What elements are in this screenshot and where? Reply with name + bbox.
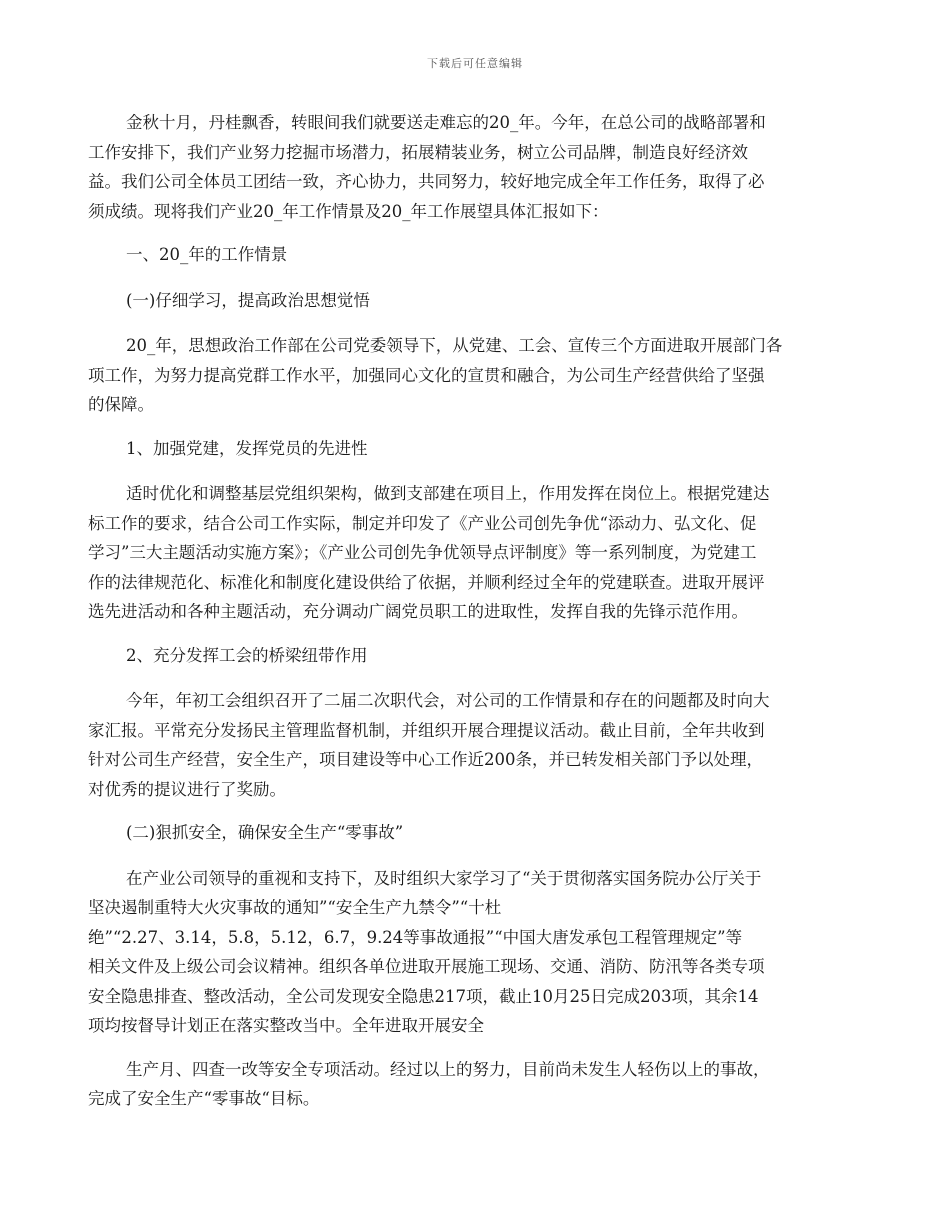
text-line: 工作安排下，我们产业努力挖掘市场潜力，拓展精装业务，树立公司品牌，制造良好经济效	[88, 142, 748, 162]
text-line: 金秋十月，丹桂飘香，转眼间我们就要送走难忘的20_年。今年，在总公司的战略部署和	[126, 113, 766, 132]
text-line: 2、充分发挥工会的桥梁纽带作用	[126, 645, 368, 665]
text-line: 完成了安全生产“零事故“目标。	[88, 1089, 320, 1108]
text-line: 家汇报。平常充分发扬民主管理监督机制，并组织开展合理提议活动。截止目前，全年共收到	[88, 720, 765, 740]
text-line: 益。我们公司全体员工团结一致，齐心协力，共同努力，较好地完成全年工作任务，取得了必	[88, 172, 765, 191]
text-line: 项均按督导计划正在落实整改当中。全年进取开展安全	[88, 1016, 484, 1035]
text-line: 对优秀的提议进行了奖励。	[88, 779, 286, 799]
body-paragraph	[88, 108, 856, 226]
text-line: 一、20_年的工作情景	[126, 245, 288, 264]
body-paragraph	[88, 686, 856, 804]
text-line: 绝”“2.27、3.14，5.8，5.12，6.7，9.24等事故通报”“中国大唐发承包工程管理规定”等	[88, 927, 743, 947]
text-line: 作的法律规范化、标准化和制度化建设供给了依据，并顺利经过全年的党建联查。进取开展评	[88, 572, 765, 592]
section-heading	[88, 818, 856, 848]
section-heading	[88, 286, 856, 316]
text-line: 坚决遏制重特大火灾事故的通知”“安全生产九禁令”“十杜	[88, 898, 502, 917]
document-body	[88, 108, 856, 1128]
text-line: 安全隐患排查、整改活动，全公司发现安全隐患217项，截止10月25日完成203项，其余14	[88, 986, 759, 1006]
text-line: 选先进活动和各种主题活动，充分调动广阔党员职工的进取性，发挥自我的先锋示范作用。	[88, 602, 748, 621]
text-line: 须成绩。现将我们产业20_年工作情景及20_年工作展望具体汇报如下：	[88, 201, 609, 221]
section-heading	[88, 641, 856, 671]
body-paragraph	[88, 1055, 856, 1114]
text-line: 项工作，为努力提高党群工作水平，加强同心文化的宣贯和融合，为公司生产经营供给了坚强	[88, 365, 765, 385]
section-heading	[88, 240, 856, 270]
body-paragraph	[88, 479, 856, 627]
text-line: (一)仔细学习，提高政治思想觉悟	[126, 290, 370, 310]
page-header-note: 下载后可任意编辑	[427, 57, 523, 70]
text-line: 20_年，思想政治工作部在公司党委领导下，从党建、工会、宣传三个方面进取开展部门各	[126, 336, 783, 355]
text-line: 标工作的要求，结合公司工作实际，制定并印发了《产业公司创先争优“添动力、弘文化、促	[88, 513, 757, 533]
text-line: 在产业公司领导的重视和支持下，及时组织大家学习了“关于贯彻落实国务院办公厅关于	[126, 868, 762, 888]
text-line: (二)狠抓安全，确保安全生产“零事故”	[126, 823, 404, 842]
text-line: 相关文件及上级公司会议精神。组织各单位进取开展施工现场、交通、消防、防汛等各类专项	[88, 957, 765, 976]
text-line: 生产月、四查一改等安全专项活动。经过以上的努力，目前尚未发生人轻伤以上的事故，	[126, 1059, 770, 1079]
section-heading	[88, 434, 856, 464]
text-line: 学习”三大主题活动实施方案》；《产业公司创先争优领导点评制度》等一系列制度，为党建工	[88, 543, 757, 562]
body-paragraph	[88, 864, 856, 1041]
text-line: 的保障。	[88, 395, 154, 414]
text-line: 针对公司生产经营，安全生产，项目建设等中心工作近200条，并已转发相关部门予以处理，	[88, 750, 763, 769]
text-line: 适时优化和调整基层党组织架构，做到支部建在项目上，作用发挥在岗位上。根据党建达	[126, 484, 770, 503]
body-paragraph	[88, 331, 856, 420]
text-line: 1、加强党建，发挥党员的先进性	[126, 438, 368, 458]
text-line: 今年，年初工会组织召开了二届二次职代会，对公司的工作情景和存在的问题都及时向大	[126, 691, 770, 710]
